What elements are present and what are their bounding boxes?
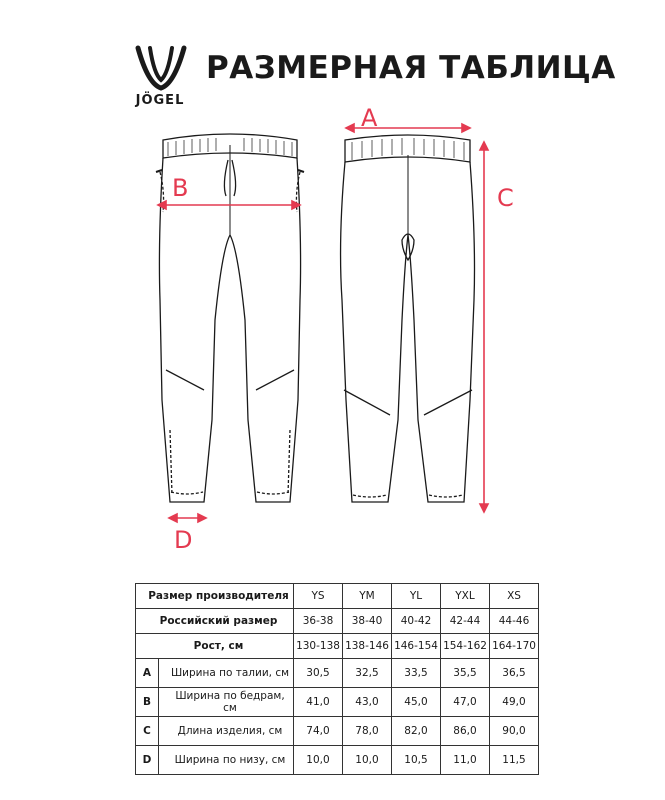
parameter-label-cell: Российский размер [136,609,294,634]
measurement-label-a: A [361,104,378,132]
size-value-cell: 138-146 [343,634,392,659]
size-value-cell: 32,5 [343,659,392,688]
parameter-label-cell: Рост, см [136,634,294,659]
measurement-letter-cell: A [136,659,159,688]
table-row [136,688,539,717]
table-row [136,634,539,659]
size-value-cell: 41,0 [294,688,343,717]
size-value-cell: 36-38 [294,609,343,634]
measurement-label-c: C [497,184,514,212]
size-value-cell: 11,0 [441,746,490,775]
size-value-cell: 35,5 [441,659,490,688]
size-value-cell: 78,0 [343,717,392,746]
measurement-label-d: D [174,526,193,554]
size-value-cell: 146-154 [392,634,441,659]
size-value-cell: 11,5 [490,746,539,775]
size-table-body [136,584,539,775]
table-row [136,717,539,746]
size-value-cell: 86,0 [441,717,490,746]
measurement-letter-cell: D [136,746,159,775]
size-value-cell: 10,0 [294,746,343,775]
size-value-cell: YXL [441,584,490,609]
size-value-cell: 33,5 [392,659,441,688]
parameter-label-cell: Длина изделия, см [159,717,294,746]
parameter-label-cell: Размер производителя [136,584,294,609]
table-row [136,584,539,609]
table-row [136,609,539,634]
brand-name: JÖGEL [135,93,185,108]
size-value-cell: YM [343,584,392,609]
size-value-cell: 45,0 [392,688,441,717]
size-value-cell: 10,0 [343,746,392,775]
size-value-cell: 38-40 [343,609,392,634]
table-row [136,746,539,775]
size-value-cell: 154-162 [441,634,490,659]
size-value-cell: 43,0 [343,688,392,717]
measurement-letter-cell: B [136,688,159,717]
page-title: РАЗМЕРНАЯ ТАБЛИЦА [206,50,616,86]
parameter-label-cell: Ширина по талии, см [159,659,294,688]
size-value-cell: 42-44 [441,609,490,634]
parameter-label-cell: Ширина по низу, см [159,746,294,775]
size-value-cell: 74,0 [294,717,343,746]
measurement-label-b: B [172,174,189,202]
size-value-cell: 44-46 [490,609,539,634]
size-value-cell: 36,5 [490,659,539,688]
size-value-cell: 30,5 [294,659,343,688]
size-value-cell: YL [392,584,441,609]
size-value-cell: 47,0 [441,688,490,717]
size-value-cell: 82,0 [392,717,441,746]
table-row [136,659,539,688]
pants-drawing [0,100,665,560]
size-value-cell: YS [294,584,343,609]
pants-back-view [341,135,475,502]
size-value-cell: 49,0 [490,688,539,717]
size-value-cell: 10,5 [392,746,441,775]
size-value-cell: 164-170 [490,634,539,659]
measurement-letter-cell: C [136,717,159,746]
size-table [135,583,539,775]
parameter-label-cell: Ширина по бедрам, см [159,688,294,717]
size-value-cell: 40-42 [392,609,441,634]
size-value-cell: 90,0 [490,717,539,746]
size-value-cell: 130-138 [294,634,343,659]
size-value-cell: XS [490,584,539,609]
